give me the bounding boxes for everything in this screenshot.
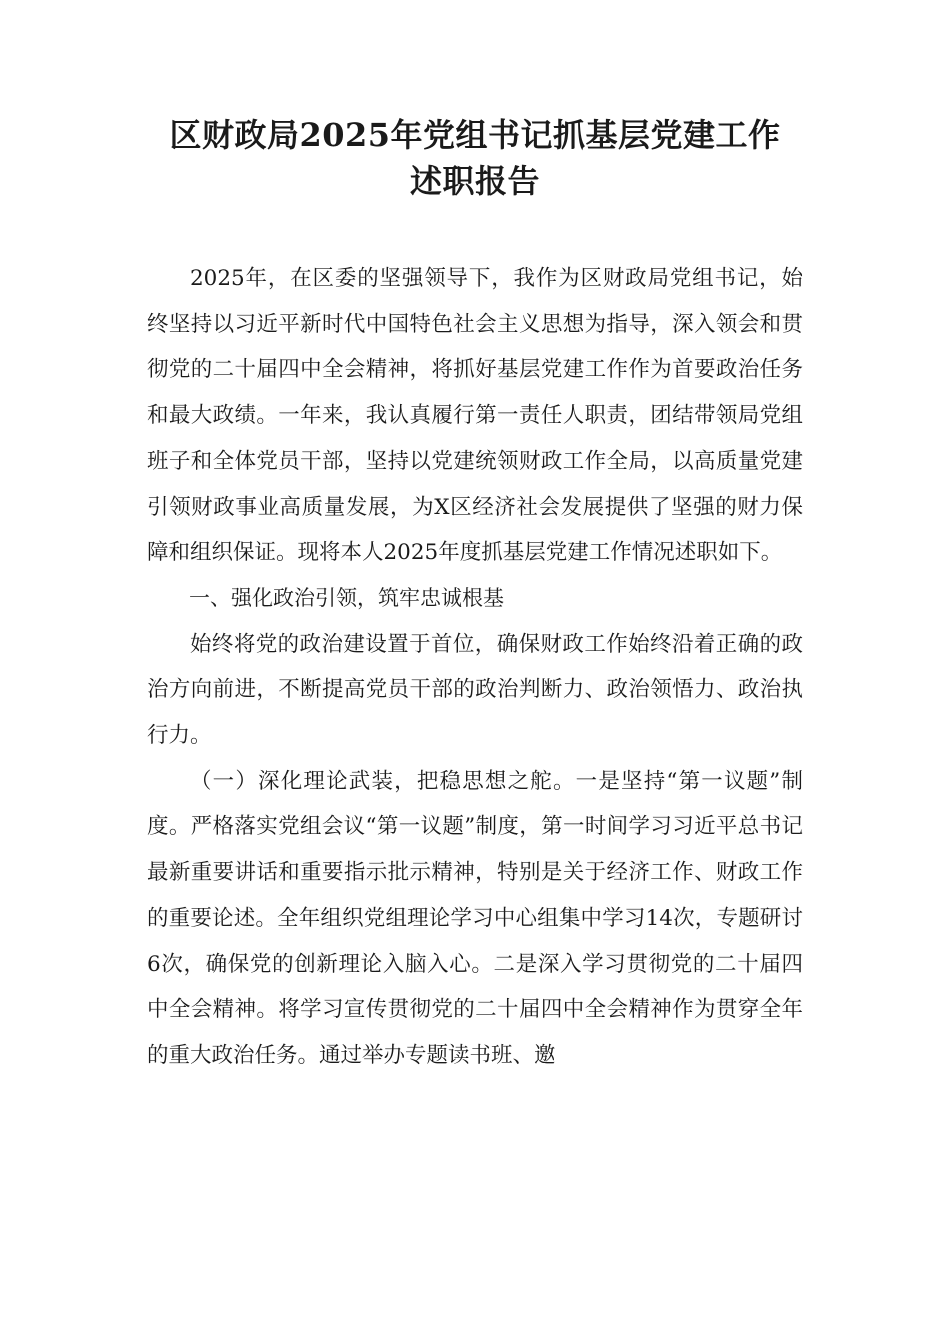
intro-paragraph: 2025年，在区委的坚强领导下，我作为区财政局党组书记，始终坚持以习近平新时代中国特色社会主义思想为指导，深入领会和贯彻党的二十届四中全会精神，将抓好基层党建工作作为首要政治任务和最大政绩。一年来，我认真履行第一责任人职责，团结带领局党组班子和全体党员干部，坚持以党建统领财政工作全局，以高质量党建引领财政事业高质量发展，为X区经济社会发展提供了坚强的财力保障和组织保证。现将本人2025年度抓基层党建工作情况述职如下。 <box>147 266 803 566</box>
document-page <box>147 112 803 1079</box>
title-line-1: 区财政局2025年党组书记抓基层党建工作 <box>169 116 781 154</box>
title-line-2: 述职报告 <box>409 162 540 200</box>
document-body <box>147 256 803 1079</box>
subsection-1-paragraph: （一）深化理论武装，把稳思想之舵。一是坚持“第一议题”制度。严格落实党组会议“第一议题”制度，第一时间学习习近平总书记最新重要讲话和重要指示批示精神，特别是关于经济工作、财政工作的重要论述。全年组织党组理论学习中心组集中学习14次，专题研讨6次，确保党的创新理论入脑入心。二是深入学习贯彻党的二十届四中全会精神。将学习宣传贯彻党的二十届四中全会精神作为贯穿全年的重大政治任务。通过举办专题读书班、邀 <box>147 768 803 1068</box>
section-1-intro-paragraph: 始终将党的政治建设置于首位，确保财政工作始终沿着正确的政治方向前进，不断提高党员干部的政治判断力、政治领悟力、政治执行力。 <box>147 631 803 749</box>
section-1-heading: 一、强化政治引领，筑牢忠诚根基 <box>189 585 504 610</box>
document-title <box>147 112 803 204</box>
